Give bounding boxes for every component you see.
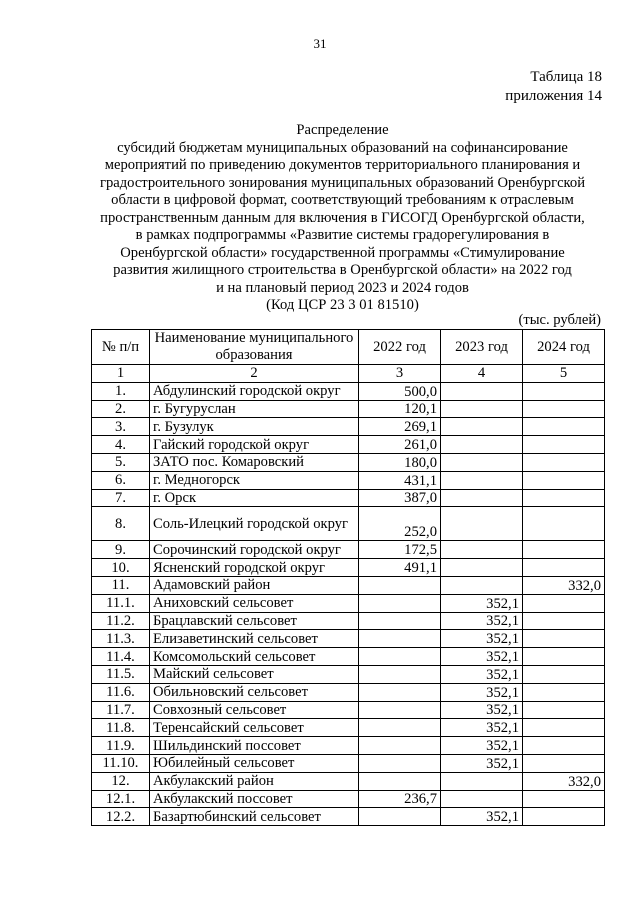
value-2022: 500,0 (359, 382, 441, 400)
row-number: 7. (92, 489, 150, 507)
municipality-name: Акбулакский поссовет (150, 790, 359, 808)
table-row (92, 665, 605, 683)
row-number: 1. (92, 382, 150, 400)
municipality-name: Адамовский район (150, 576, 359, 594)
municipality-name: Базартюбинский сельсовет (150, 808, 359, 826)
municipality-name: Абдулинский городской округ (150, 382, 359, 400)
table-row (92, 382, 605, 400)
column-index: 2 (150, 365, 359, 383)
municipality-name: Обильновский сельсовет (150, 683, 359, 701)
municipality-name: Аниховский сельсовет (150, 594, 359, 612)
table-ref-line-1: Таблица 18 (530, 69, 602, 85)
row-number: 11.1. (92, 594, 150, 612)
municipality-name: Шильдинский поссовет (150, 737, 359, 755)
header-number: № п/п (92, 330, 150, 365)
table-row (92, 559, 605, 577)
row-number: 11.8. (92, 719, 150, 737)
value-2023 (441, 436, 523, 454)
column-index: 5 (523, 365, 605, 383)
value-2024 (523, 719, 605, 737)
municipality-name: Майский сельсовет (150, 665, 359, 683)
value-2024 (523, 507, 605, 541)
row-number: 12.1. (92, 790, 150, 808)
row-number: 11.4. (92, 648, 150, 666)
table-row (92, 576, 605, 594)
table-row (92, 418, 605, 436)
row-number: 11.9. (92, 737, 150, 755)
row-number: 2. (92, 400, 150, 418)
table-row (92, 630, 605, 648)
heading-line: Оренбургской области» государственной программы «Стимулирование (120, 244, 565, 261)
value-2023: 352,1 (441, 754, 523, 772)
value-2024 (523, 453, 605, 471)
value-2023 (441, 400, 523, 418)
municipality-name: г. Медногорск (150, 471, 359, 489)
value-2024 (523, 683, 605, 701)
value-2022: 252,0 (359, 507, 441, 541)
municipality-name: г. Орск (150, 489, 359, 507)
value-2023 (441, 471, 523, 489)
value-2022 (359, 719, 441, 737)
value-2024 (523, 737, 605, 755)
value-2022: 180,0 (359, 453, 441, 471)
table-row (92, 436, 605, 454)
value-2022 (359, 648, 441, 666)
table-row (92, 737, 605, 755)
row-number: 3. (92, 418, 150, 436)
value-2022: 269,1 (359, 418, 441, 436)
municipality-name: Соль-Илецкий городской округ (150, 507, 359, 541)
municipality-name: г. Бугуруслан (150, 400, 359, 418)
row-number: 11.6. (92, 683, 150, 701)
municipality-name: г. Бузулук (150, 418, 359, 436)
row-number: 11.5. (92, 665, 150, 683)
value-2024 (523, 541, 605, 559)
table-row (92, 400, 605, 418)
document-heading (60, 122, 625, 315)
table-ref-line-2: приложения 14 (505, 88, 602, 104)
row-number: 8. (92, 507, 150, 541)
row-number: 12. (92, 772, 150, 790)
value-2023: 352,1 (441, 737, 523, 755)
value-2022 (359, 754, 441, 772)
heading-line: и на плановый период 2023 и 2024 годов (216, 279, 469, 296)
value-2022: 236,7 (359, 790, 441, 808)
header-2024: 2024 год (523, 330, 605, 365)
municipality-name: Брацлавский сельсовет (150, 612, 359, 630)
heading-line: развития жилищного строительства в Оренбургской области» на 2022 год (113, 262, 572, 278)
value-2022 (359, 772, 441, 790)
header-2022: 2022 год (359, 330, 441, 365)
table-header-row (92, 330, 605, 365)
value-2024 (523, 648, 605, 666)
page-number: 31 (313, 36, 327, 51)
heading-line: в рамках подпрограммы «Развитие системы градорегулирования в (135, 227, 550, 243)
heading-line: (Код ЦСР 23 3 01 81510) (266, 297, 419, 313)
value-2023: 352,1 (441, 594, 523, 612)
value-2022 (359, 701, 441, 719)
table-row (92, 507, 605, 541)
table-row (92, 453, 605, 471)
table-row (92, 612, 605, 630)
municipality-name: Сорочинский городской округ (150, 541, 359, 559)
value-2022 (359, 630, 441, 648)
table-row (92, 648, 605, 666)
column-index: 3 (359, 365, 441, 383)
table-row (92, 541, 605, 559)
heading-line: Распределение (296, 122, 389, 138)
heading-line: субсидий бюджетам муниципальных образований на софинансирование (117, 139, 568, 156)
row-number: 4. (92, 436, 150, 454)
row-number: 11. (92, 576, 150, 594)
table-row (92, 471, 605, 489)
value-2023: 352,1 (441, 701, 523, 719)
value-2022: 431,1 (359, 471, 441, 489)
municipality-name: Теренсайский сельсовет (150, 719, 359, 737)
value-2024 (523, 471, 605, 489)
table-row (92, 790, 605, 808)
value-2024 (523, 630, 605, 648)
value-2022 (359, 612, 441, 630)
value-2022 (359, 683, 441, 701)
value-2024 (523, 594, 605, 612)
value-2023 (441, 489, 523, 507)
value-2024 (523, 400, 605, 418)
table-row (92, 594, 605, 612)
value-2024 (523, 418, 605, 436)
value-2024 (523, 790, 605, 808)
row-number: 11.10. (92, 754, 150, 772)
value-2022: 120,1 (359, 400, 441, 418)
column-index: 4 (441, 365, 523, 383)
row-number: 11.7. (92, 701, 150, 719)
heading-line: области в цифровой формат, соответствующий требованиям к отраслевым (111, 192, 574, 208)
table-reference (505, 68, 602, 106)
column-index: 1 (92, 365, 150, 383)
value-2023 (441, 382, 523, 400)
value-2023: 352,1 (441, 808, 523, 826)
value-2022 (359, 665, 441, 683)
value-2022 (359, 576, 441, 594)
distribution-table (91, 329, 605, 826)
municipality-name: ЗАТО пос. Комаровский (150, 453, 359, 471)
value-2022: 387,0 (359, 489, 441, 507)
table-row (92, 701, 605, 719)
row-number: 12.2. (92, 808, 150, 826)
value-2024 (523, 436, 605, 454)
row-number: 5. (92, 453, 150, 471)
value-2024 (523, 754, 605, 772)
value-2023 (441, 559, 523, 577)
header-name: Наименование муниципального образования (150, 330, 359, 365)
value-2023: 352,1 (441, 665, 523, 683)
row-number: 10. (92, 559, 150, 577)
value-2022 (359, 737, 441, 755)
value-2023: 352,1 (441, 648, 523, 666)
value-2024 (523, 489, 605, 507)
value-2022: 491,1 (359, 559, 441, 577)
municipality-name: Елизаветинский сельсовет (150, 630, 359, 648)
value-2022 (359, 808, 441, 826)
units-label: (тыс. рублей) (518, 312, 601, 328)
value-2023: 352,1 (441, 612, 523, 630)
row-number: 11.2. (92, 612, 150, 630)
row-number: 9. (92, 541, 150, 559)
value-2024: 332,0 (523, 772, 605, 790)
header-2023: 2023 год (441, 330, 523, 365)
value-2022: 172,5 (359, 541, 441, 559)
municipality-name: Юбилейный сельсовет (150, 754, 359, 772)
municipality-name: Гайский городской округ (150, 436, 359, 454)
row-number: 11.3. (92, 630, 150, 648)
value-2024 (523, 665, 605, 683)
column-index-row (92, 365, 605, 383)
value-2023: 352,1 (441, 683, 523, 701)
table-row (92, 489, 605, 507)
value-2023 (441, 772, 523, 790)
municipality-name: Совхозный сельсовет (150, 701, 359, 719)
value-2023 (441, 790, 523, 808)
value-2024 (523, 612, 605, 630)
table-row (92, 683, 605, 701)
table-row (92, 772, 605, 790)
row-number: 6. (92, 471, 150, 489)
value-2023 (441, 418, 523, 436)
value-2024 (523, 559, 605, 577)
value-2023: 352,1 (441, 719, 523, 737)
value-2024 (523, 701, 605, 719)
heading-line: пространственным данным для включения в ГИСОГД Оренбургской области, (100, 209, 585, 226)
value-2023 (441, 541, 523, 559)
value-2023 (441, 576, 523, 594)
table-row (92, 754, 605, 772)
heading-line: мероприятий по приведению документов территориального планирования и (104, 157, 581, 173)
value-2023: 352,1 (441, 630, 523, 648)
table-row (92, 808, 605, 826)
value-2022 (359, 594, 441, 612)
value-2024 (523, 808, 605, 826)
municipality-name: Комсомольский сельсовет (150, 648, 359, 666)
municipality-name: Ясненский городской округ (150, 559, 359, 577)
value-2024 (523, 382, 605, 400)
municipality-name: Акбулакский район (150, 772, 359, 790)
value-2024: 332,0 (523, 576, 605, 594)
value-2023 (441, 507, 523, 541)
value-2023 (441, 453, 523, 471)
value-2022: 261,0 (359, 436, 441, 454)
table-row (92, 719, 605, 737)
heading-line: градостроительного зонирования муниципальных образований Оренбургской (99, 174, 585, 191)
